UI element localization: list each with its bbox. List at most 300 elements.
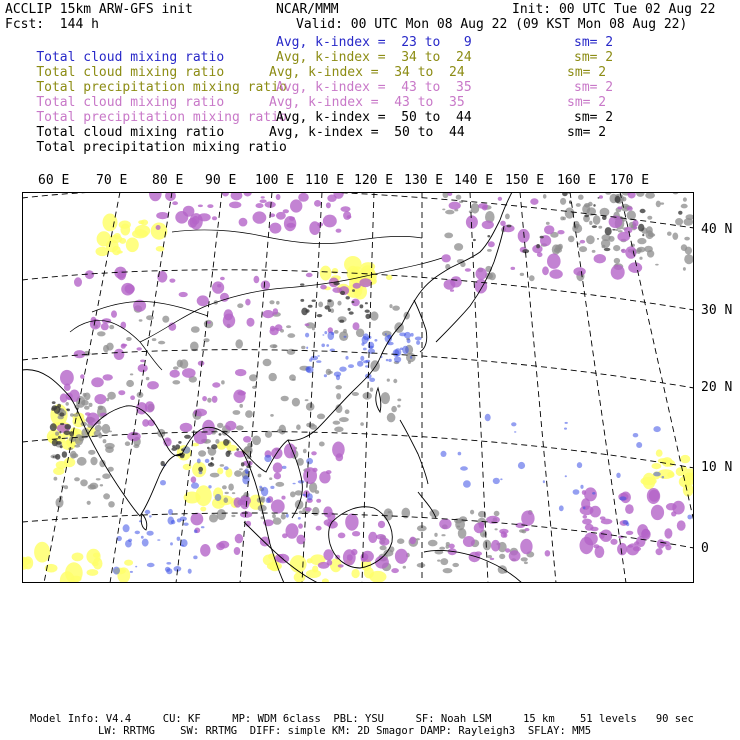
field-patch <box>111 310 117 317</box>
field-patch <box>584 214 589 217</box>
field-patch <box>166 562 171 565</box>
field-patch <box>212 382 220 387</box>
legend-avg: Avg, k-index = 50 to 44 <box>276 110 472 125</box>
field-patch <box>305 309 309 313</box>
field-patch <box>245 410 253 418</box>
field-patch <box>316 499 321 503</box>
lon-label: 60 E <box>38 173 70 188</box>
field-patch <box>637 238 646 244</box>
field-patch <box>281 496 285 500</box>
field-patch <box>592 225 597 228</box>
valid-time: Valid: 00 UTC Mon 08 Aug 22 (09 KST Mon 08 Aug 22) <box>296 17 688 32</box>
field-patch <box>555 245 562 251</box>
field-patch <box>232 492 235 494</box>
field-patch <box>590 527 598 532</box>
field-patch <box>234 547 241 555</box>
field-patch <box>625 246 636 259</box>
init-time: Init: 00 UTC Tue 02 Aug 22 <box>512 2 716 17</box>
field-patch <box>88 484 96 489</box>
field-patch <box>290 491 296 497</box>
field-patch <box>103 493 110 499</box>
field-patch <box>137 347 142 350</box>
field-patch <box>487 249 492 252</box>
field-patch <box>368 532 377 543</box>
field-patch <box>598 197 600 199</box>
org-label: NCAR/MMM <box>276 2 339 17</box>
field-patch <box>80 479 88 486</box>
field-patch <box>326 344 329 347</box>
field-patch <box>600 516 606 520</box>
field-patch <box>64 457 75 467</box>
legend-avg: Avg, k-index = 43 to 35 <box>269 95 465 110</box>
lon-label: 150 E <box>505 173 545 188</box>
field-patch <box>678 211 682 215</box>
field-patch <box>276 301 280 305</box>
field-patch <box>360 422 364 426</box>
field-patch <box>540 236 544 239</box>
field-patch <box>683 267 686 271</box>
field-patch <box>393 379 397 383</box>
field-patch <box>636 442 642 448</box>
field-patch <box>101 323 109 330</box>
field-patch <box>261 487 268 496</box>
field-patch <box>345 514 358 531</box>
field-patch <box>306 403 315 411</box>
field-patch <box>336 393 341 399</box>
field-patch <box>681 204 688 209</box>
field-patch <box>298 193 309 202</box>
field-patch <box>324 374 327 377</box>
field-patch <box>128 539 132 542</box>
legend-field: Total cloud mixing ratio <box>36 50 225 65</box>
field-patch <box>487 555 492 558</box>
field-patch <box>125 441 130 446</box>
field-patch <box>340 291 345 295</box>
field-patch <box>568 236 575 243</box>
field-patch <box>273 344 277 348</box>
field-patch <box>120 224 130 236</box>
field-patch <box>226 451 231 457</box>
legend-sm: sm= 2 <box>567 125 607 140</box>
field-patch <box>683 197 687 201</box>
field-patch <box>172 380 180 384</box>
field-patch <box>315 490 319 494</box>
field-patch <box>228 484 234 491</box>
field-patch <box>229 202 241 209</box>
field-patch <box>633 433 639 437</box>
field-patch <box>306 273 313 277</box>
field-patch <box>321 344 325 348</box>
field-patch <box>270 414 274 417</box>
field-patch <box>188 569 192 574</box>
lon-label: 100 E <box>255 173 295 188</box>
field-patch <box>577 462 582 468</box>
field-patch <box>60 423 64 425</box>
field-patch <box>339 320 344 323</box>
field-patch <box>221 380 225 384</box>
field-patch <box>360 356 364 361</box>
field-patch <box>60 370 74 386</box>
field-patch <box>675 218 683 225</box>
lon-label: 120 E <box>354 173 394 188</box>
field-patch <box>444 279 456 289</box>
field-patch <box>276 194 281 200</box>
field-patch <box>397 538 404 544</box>
field-patch <box>298 480 305 483</box>
field-patch <box>114 233 121 239</box>
field-patch <box>191 513 204 526</box>
field-patch <box>645 192 655 199</box>
legend-field: Total precipitation mixing ratio <box>36 110 287 125</box>
field-patch <box>117 250 123 253</box>
field-patch <box>325 305 330 309</box>
field-patch <box>520 273 524 276</box>
field-patch <box>476 268 487 280</box>
field-patch <box>207 204 213 208</box>
field-patch <box>86 549 100 564</box>
field-patch <box>389 304 392 308</box>
field-patch <box>180 423 193 432</box>
field-patch <box>253 211 267 223</box>
field-patch <box>604 248 611 251</box>
lon-label: 130 E <box>404 173 444 188</box>
field-patch <box>306 458 313 464</box>
field-patch <box>209 514 218 523</box>
legend-field: Total precipitation mixing ratio <box>36 80 287 95</box>
field-patch <box>536 244 540 248</box>
field-patch <box>505 548 510 552</box>
field-patch <box>627 206 633 210</box>
field-patch <box>175 444 180 449</box>
field-patch <box>370 311 378 320</box>
field-patch <box>454 243 463 251</box>
field-patch <box>302 494 306 496</box>
field-patch <box>62 451 67 458</box>
field-patch <box>121 343 126 348</box>
field-patch <box>260 496 265 500</box>
field-patch <box>317 355 320 356</box>
lon-label: 160 E <box>557 173 597 188</box>
field-patch <box>346 296 350 299</box>
field-patch <box>430 509 440 517</box>
legend-avg: Avg, k-index = 50 to 44 <box>269 125 465 140</box>
field-patch <box>263 359 272 366</box>
field-patch <box>524 562 528 565</box>
field-patch <box>619 496 626 500</box>
field-patch <box>240 499 249 509</box>
field-patch <box>211 444 217 449</box>
field-patch <box>145 510 151 514</box>
field-patch <box>252 436 261 446</box>
field-patch <box>543 194 547 199</box>
field-patch <box>482 221 494 230</box>
field-patch <box>336 229 342 233</box>
field-patch <box>267 562 282 570</box>
field-patch <box>565 475 567 477</box>
field-patch <box>314 200 321 207</box>
field-patch <box>580 485 583 489</box>
field-patch <box>130 373 133 375</box>
field-patch <box>616 473 620 478</box>
field-patch <box>64 384 71 391</box>
field-patch <box>642 234 644 236</box>
field-patch <box>254 276 260 283</box>
field-patch <box>139 319 143 321</box>
field-patch <box>124 560 133 566</box>
field-patch <box>542 266 549 275</box>
field-patch <box>656 548 663 555</box>
field-patch <box>442 254 451 262</box>
field-patch <box>51 407 55 411</box>
field-patch <box>685 247 692 255</box>
field-patch <box>235 339 243 348</box>
field-patch <box>326 369 332 375</box>
field-patch <box>647 216 652 220</box>
field-patch <box>441 451 447 457</box>
field-patch <box>121 322 127 329</box>
field-patch <box>644 246 653 253</box>
field-patch <box>565 422 568 424</box>
field-patch <box>97 331 106 336</box>
field-patch <box>166 568 172 574</box>
field-patch <box>359 278 371 287</box>
field-patch <box>656 449 663 456</box>
field-patch <box>514 431 516 432</box>
field-patch <box>147 563 155 567</box>
field-patch <box>265 201 276 207</box>
lat-label: 20 N <box>701 380 733 395</box>
field-patch <box>334 427 343 433</box>
lon-label: 170 E <box>610 173 650 188</box>
field-patch <box>294 572 306 583</box>
field-patch <box>319 442 325 447</box>
field-patch <box>301 346 305 349</box>
field-patch <box>680 455 690 463</box>
field-patch <box>465 268 471 271</box>
field-patch <box>303 467 317 484</box>
field-patch <box>147 531 154 536</box>
field-patch <box>224 497 229 503</box>
field-patch <box>260 199 267 203</box>
field-patch <box>284 216 296 231</box>
field-patch <box>439 547 445 550</box>
field-patch <box>437 560 440 562</box>
lon-label: 140 E <box>454 173 494 188</box>
field-patch <box>239 218 248 227</box>
legend-field: Total cloud mixing ratio <box>36 95 225 110</box>
field-patch <box>560 216 564 220</box>
field-patch <box>327 299 331 302</box>
field-patch <box>287 333 295 338</box>
field-patch <box>318 302 323 308</box>
field-patch <box>52 401 56 404</box>
legend-sm: sm= 2 <box>567 95 607 110</box>
field-patch <box>444 233 453 239</box>
field-patch <box>410 356 412 359</box>
field-patch <box>672 501 684 515</box>
field-patch <box>245 468 249 473</box>
field-patch <box>77 457 87 466</box>
field-patch <box>352 531 360 536</box>
field-patch <box>621 249 626 253</box>
field-patch <box>217 423 223 428</box>
field-patch <box>87 501 91 505</box>
field-patch <box>306 347 308 350</box>
field-patch <box>67 409 70 412</box>
field-patch <box>207 398 211 403</box>
field-patch <box>543 480 545 483</box>
field-patch <box>59 431 61 433</box>
field-patch <box>305 399 309 401</box>
field-patch <box>652 463 662 469</box>
field-patch <box>493 478 500 484</box>
field-patch <box>450 289 454 292</box>
field-patch <box>198 361 205 366</box>
field-patch <box>547 254 561 269</box>
field-patch <box>273 517 282 524</box>
field-patch <box>52 439 58 446</box>
field-patch <box>184 435 191 439</box>
field-patch <box>463 536 475 547</box>
field-patch <box>286 514 289 518</box>
legend-sm: sm= 2 <box>574 35 614 50</box>
field-patch <box>245 299 250 306</box>
field-patch <box>171 520 175 524</box>
field-patch <box>573 267 585 275</box>
field-patch <box>282 533 288 538</box>
field-patch <box>559 505 564 511</box>
field-patch <box>198 213 211 221</box>
field-patch <box>402 346 409 354</box>
legend-field: Total precipitation mixing ratio <box>36 140 287 155</box>
field-patch <box>365 310 370 313</box>
field-patch <box>142 419 149 427</box>
field-patch <box>520 539 532 555</box>
field-patch <box>441 534 445 536</box>
field-patch <box>64 431 71 436</box>
field-patch <box>74 277 82 287</box>
field-patch <box>442 209 445 211</box>
field-patch <box>270 328 279 336</box>
field-patch <box>363 360 369 363</box>
field-patch <box>102 424 111 434</box>
field-patch <box>667 232 672 236</box>
field-patch <box>656 201 661 208</box>
field-patch <box>263 310 274 318</box>
field-patch <box>191 326 200 333</box>
legend-field: Total cloud mixing ratio <box>36 125 225 140</box>
field-patch <box>590 506 601 518</box>
field-patch <box>365 302 368 304</box>
field-patch <box>87 413 100 426</box>
field-patch <box>411 333 414 337</box>
field-patch <box>501 531 507 538</box>
field-patch <box>687 515 692 520</box>
legend-sm: sm= 2 <box>574 110 614 125</box>
field-patch <box>583 507 586 510</box>
field-patch <box>592 250 596 253</box>
field-patch <box>138 364 148 372</box>
field-patch <box>351 549 357 555</box>
field-patch <box>637 524 648 537</box>
field-patch <box>387 413 396 423</box>
field-patch <box>407 339 411 343</box>
field-patch <box>175 211 188 224</box>
field-patch <box>332 442 345 458</box>
field-patch <box>612 229 615 231</box>
field-patch <box>307 493 313 500</box>
field-patch <box>236 448 239 451</box>
field-patch <box>234 470 242 477</box>
field-patch <box>273 462 283 473</box>
field-patch <box>392 306 400 311</box>
field-patch <box>525 528 530 531</box>
field-patch <box>177 360 183 368</box>
field-patch <box>205 459 210 463</box>
field-patch <box>416 341 420 345</box>
field-patch <box>74 350 86 358</box>
field-patch <box>212 396 218 403</box>
field-patch <box>84 406 90 410</box>
field-patch <box>434 533 437 537</box>
field-patch <box>103 439 107 443</box>
field-patch <box>582 519 592 525</box>
field-patch <box>89 403 93 407</box>
field-patch <box>686 214 695 220</box>
field-patch <box>125 284 135 294</box>
field-patch <box>483 540 491 551</box>
field-patch <box>352 289 355 292</box>
field-patch <box>610 539 617 545</box>
field-patch <box>579 246 587 252</box>
field-patch <box>193 556 197 560</box>
field-patch <box>71 453 78 458</box>
field-patch <box>326 202 331 208</box>
field-patch <box>626 522 629 526</box>
legend-sm: sm= 2 <box>574 50 614 65</box>
field-patch <box>564 428 567 430</box>
field-patch <box>102 473 110 479</box>
field-patch <box>309 358 312 361</box>
field-patch <box>220 277 225 281</box>
field-patch <box>470 510 474 515</box>
field-patch <box>323 215 337 228</box>
field-patch <box>210 473 220 478</box>
field-patch <box>219 433 222 436</box>
model-physics: LW: RRTMG SW: RRTMG DIFF: simple KM: 2D Smagor DAMP: Rayleigh3 SFLAY: MM5 <box>98 725 592 737</box>
field-patch <box>218 541 229 549</box>
field-patch <box>270 486 274 489</box>
field-patch <box>581 498 590 510</box>
field-patch <box>158 341 165 345</box>
field-patch <box>74 477 80 481</box>
field-patch <box>386 359 389 361</box>
field-patch <box>332 268 338 274</box>
field-patch <box>261 196 265 198</box>
field-patch <box>73 414 79 417</box>
field-patch <box>207 447 210 449</box>
field-patch <box>105 446 114 453</box>
field-patch <box>142 539 149 547</box>
field-patch <box>361 262 375 271</box>
field-patch <box>300 299 304 302</box>
field-patch <box>573 489 580 495</box>
field-patch <box>482 205 488 211</box>
field-patch <box>161 461 165 466</box>
field-patch <box>334 372 341 377</box>
field-patch <box>417 563 426 568</box>
field-patch <box>391 568 399 573</box>
